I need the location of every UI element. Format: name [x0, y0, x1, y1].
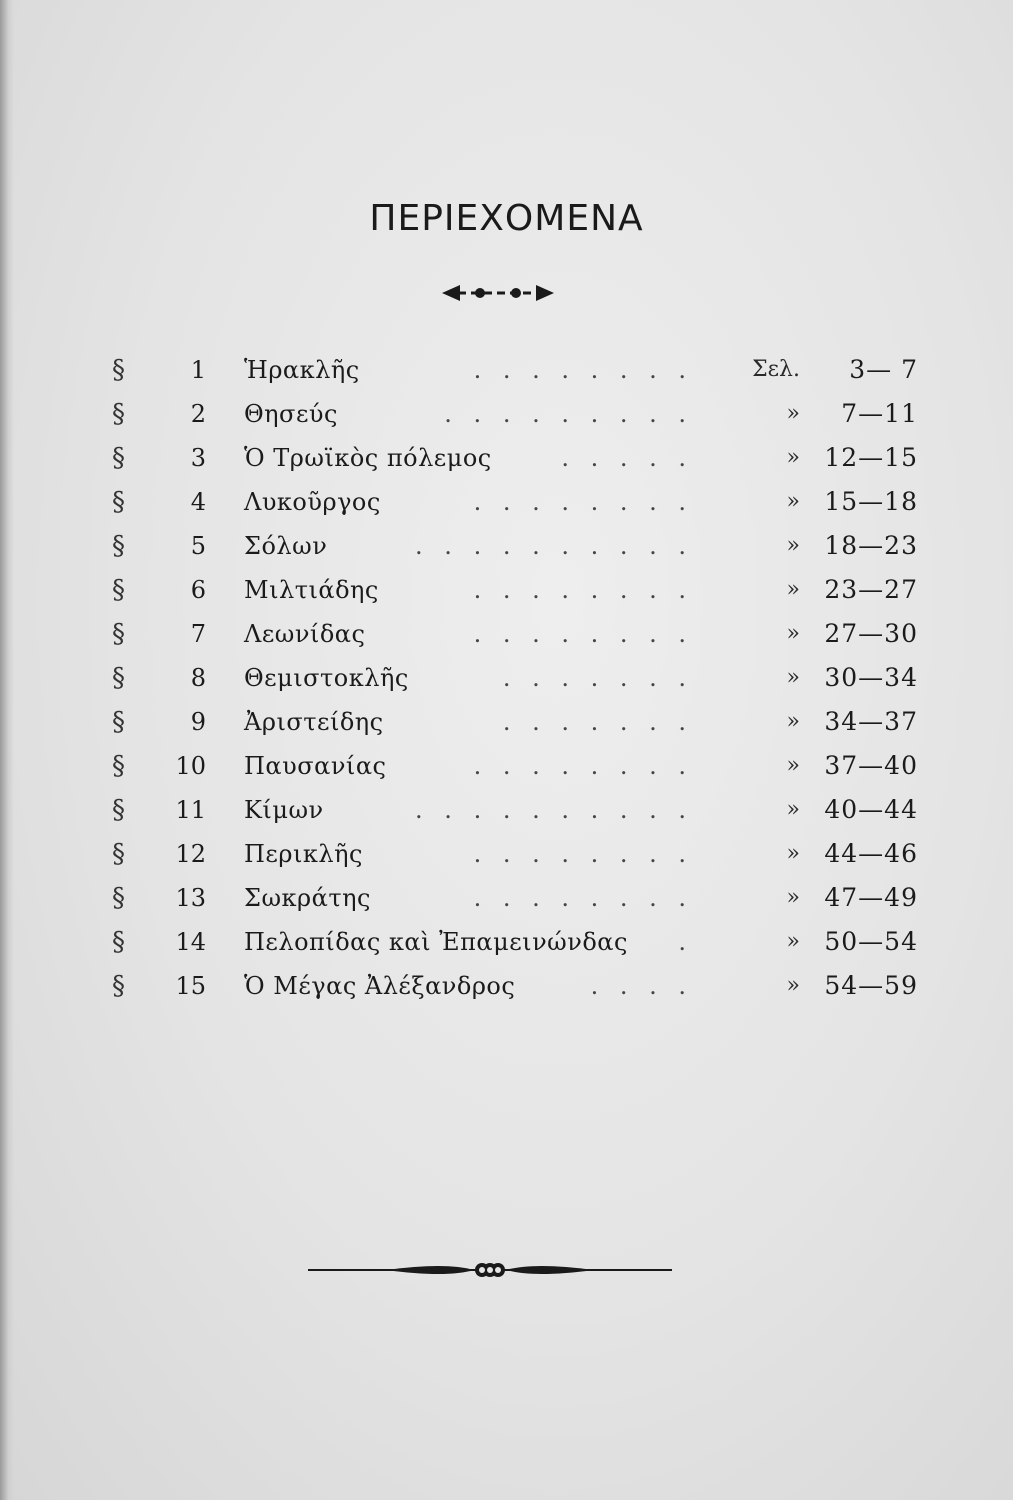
page-range: 34—37 — [824, 707, 918, 736]
toc-entry — [0, 788, 1013, 832]
leader-dots: . . . . . . . . — [473, 752, 693, 780]
section-mark: § — [112, 443, 125, 473]
entry-number: 3 — [190, 444, 206, 472]
toc-entry — [0, 568, 1013, 612]
section-mark: § — [112, 663, 125, 693]
toc-entry — [0, 832, 1013, 876]
leader-dots: . . . . . . . . . . — [415, 532, 693, 560]
ornament-arrow-left — [442, 285, 460, 301]
page-ref-label: » — [786, 973, 800, 998]
toc-entry — [0, 348, 1013, 392]
page-range: 15—18 — [824, 487, 918, 516]
entry-title: Μιλτιάδης — [244, 576, 379, 604]
page-ref-label: » — [786, 533, 800, 558]
entry-title: Σωκράτης — [244, 884, 371, 912]
page-range: 54—59 — [824, 971, 918, 1000]
toc-entry — [0, 612, 1013, 656]
entry-number: 12 — [175, 840, 206, 868]
page-range: 23—27 — [824, 575, 918, 604]
entry-number: 5 — [190, 532, 206, 560]
leader-dots: . . . . . — [561, 444, 693, 472]
page-range: 47—49 — [824, 883, 918, 912]
entry-number: 15 — [175, 972, 206, 1000]
leader-dots: . . . . . . . . — [473, 576, 693, 604]
page-ref-label: » — [786, 401, 800, 426]
toc-entry — [0, 744, 1013, 788]
page-range: 7—11 — [841, 399, 918, 428]
page-range: 30—34 — [824, 663, 918, 692]
entry-number: 13 — [175, 884, 206, 912]
leader-dots: . . . . . . . . . — [444, 400, 693, 428]
page-title: ΠΕΡΙΕΧΟΜΕΝΑ — [369, 198, 644, 239]
toc-entry — [0, 656, 1013, 700]
entry-title: Κίμων — [244, 796, 324, 824]
page-range: 40—44 — [824, 795, 918, 824]
page-ref-label: » — [786, 841, 800, 866]
section-mark: § — [112, 795, 125, 825]
ornament-dot-left — [475, 288, 485, 298]
toc-entry — [0, 920, 1013, 964]
page-ref-label: » — [786, 445, 800, 470]
section-mark: § — [112, 839, 125, 869]
section-mark: § — [112, 619, 125, 649]
leader-dots: . . . . . . . . — [473, 840, 693, 868]
toc-entry — [0, 964, 1013, 1008]
section-mark: § — [112, 531, 125, 561]
section-mark: § — [112, 751, 125, 781]
toc-entry — [0, 700, 1013, 744]
page-ref-label: » — [786, 797, 800, 822]
entry-title: Λυκοῦργος — [244, 488, 381, 516]
section-mark: § — [112, 883, 125, 913]
title-ornament — [438, 280, 558, 306]
leader-dots: . . . . . . . — [502, 664, 693, 692]
entry-title: Θησεύς — [244, 400, 338, 428]
leader-dots: . . . . . . . . — [473, 620, 693, 648]
entry-title: Ὁ Μέγας Ἀλέξανδρος — [244, 972, 516, 1000]
section-mark: § — [112, 927, 125, 957]
section-mark: § — [112, 487, 125, 517]
toc-entry — [0, 480, 1013, 524]
section-mark: § — [112, 399, 125, 429]
entry-number: 6 — [190, 576, 206, 604]
leader-dots: . — [678, 928, 693, 956]
leader-dots: . . . . . . . . . . — [415, 796, 693, 824]
page-range: 50—54 — [824, 927, 918, 956]
entry-number: 1 — [190, 356, 206, 384]
page-ref-label: » — [786, 929, 800, 954]
page-ref-label: » — [786, 665, 800, 690]
entry-title: Ἡρακλῆς — [244, 356, 360, 384]
page-range: 3— 7 — [849, 355, 918, 384]
entry-title: Θεμιστοκλῆς — [244, 664, 409, 692]
section-mark: § — [112, 707, 125, 737]
page-ref-label: » — [786, 577, 800, 602]
toc-entry — [0, 524, 1013, 568]
entry-title: Λεωνίδας — [244, 620, 366, 648]
entry-title: Πελοπίδας καὶ Ἐπαμεινώνδας — [244, 928, 628, 956]
entry-title: Ἀριστείδης — [244, 708, 384, 736]
entry-number: 7 — [190, 620, 206, 648]
leader-dots: . . . . . . . — [502, 708, 693, 736]
toc-entry — [0, 392, 1013, 436]
section-mark: § — [112, 971, 125, 1001]
page-range: 18—23 — [824, 531, 918, 560]
page-range: 27—30 — [824, 619, 918, 648]
entry-number: 14 — [175, 928, 206, 956]
leader-dots: . . . . — [590, 972, 693, 1000]
ornament-arrow-right — [536, 285, 554, 301]
entry-title: Παυσανίας — [244, 752, 387, 780]
entry-number: 2 — [190, 400, 206, 428]
entry-number: 9 — [190, 708, 206, 736]
leader-dots: . . . . . . . . — [473, 488, 693, 516]
entry-title: Ὁ Τρωϊκὸς πόλεμος — [244, 444, 492, 472]
entry-number: 8 — [190, 664, 206, 692]
page-ref-label: » — [786, 753, 800, 778]
page-ref-label: Σελ. — [752, 357, 800, 382]
toc-entry — [0, 876, 1013, 920]
page-ref-label: » — [786, 621, 800, 646]
page-range: 12—15 — [824, 443, 918, 472]
entry-title: Περικλῆς — [244, 840, 363, 868]
toc-entry — [0, 436, 1013, 480]
section-mark: § — [112, 355, 125, 385]
section-mark: § — [112, 575, 125, 605]
leader-dots: . . . . . . . . — [473, 884, 693, 912]
leader-dots: . . . . . . . . — [473, 356, 693, 384]
entry-number: 11 — [175, 796, 206, 824]
entry-number: 4 — [190, 488, 206, 516]
page-ref-label: » — [786, 489, 800, 514]
entry-number: 10 — [175, 752, 206, 780]
page-ref-label: » — [786, 885, 800, 910]
page-range: 37—40 — [824, 751, 918, 780]
entry-title: Σόλων — [244, 532, 328, 560]
ornament-dot-right — [511, 288, 521, 298]
closing-ornament — [306, 1258, 674, 1282]
page-range: 44—46 — [824, 839, 918, 868]
page-ref-label: » — [786, 709, 800, 734]
